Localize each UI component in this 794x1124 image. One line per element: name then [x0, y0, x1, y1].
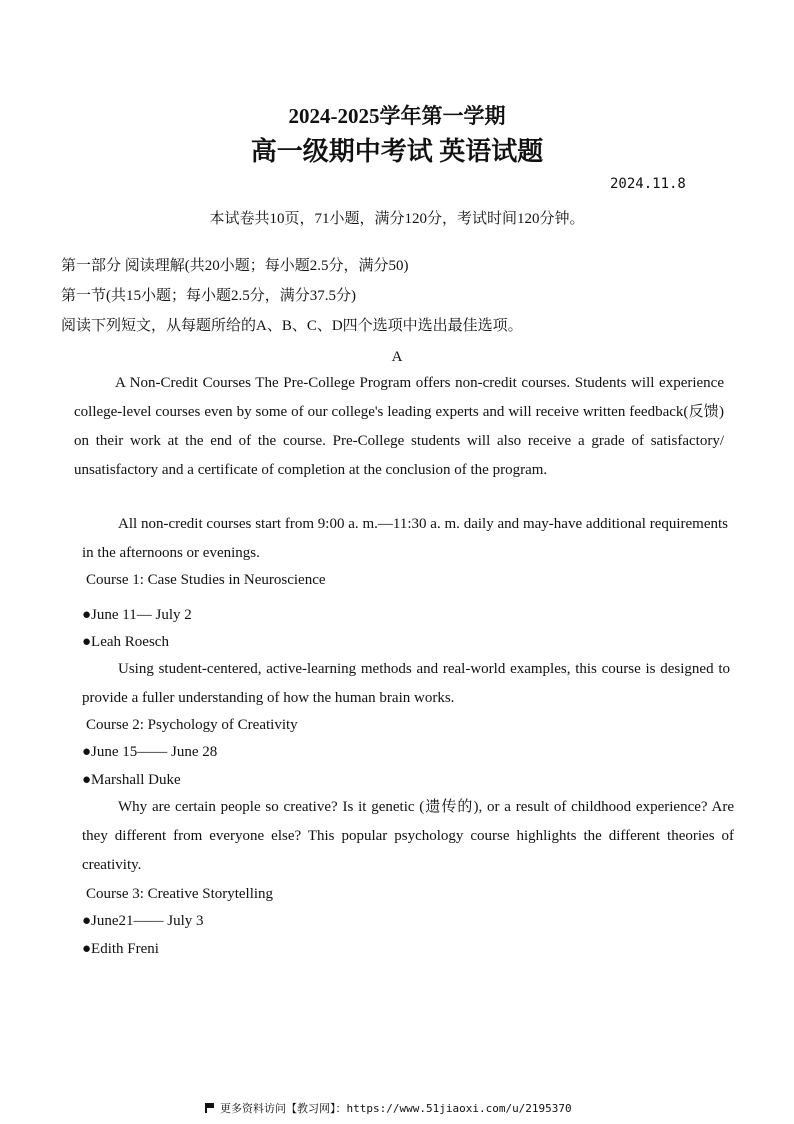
course-instructor: ●Marshall Duke — [82, 772, 181, 788]
course-description: Why are certain people so creative? Is it genetic (遗传的), or a result of childhood experience? Are they different from everyone else? This popular psychology course highlights the different theories of creativity. — [82, 799, 734, 873]
passage-label: A — [391, 349, 403, 365]
course-dates: ●June 15—— June 28 — [82, 744, 218, 760]
section-heading: 第一节(共15小题；每小题2.5分，满分37.5分) — [61, 288, 356, 304]
course-description: Using student-centered, active-learning methods and real-world examples, this course is designed to provide a fuller understanding of how the human brain works. — [82, 661, 730, 706]
course-dates: ●June 11— July 2 — [82, 607, 192, 623]
exam-instructions: 本试卷共10页，71小题，满分120分，考试时间120分钟。 — [209, 211, 585, 227]
exam-term-title: 2024-2025学年第一学期 — [288, 104, 506, 128]
footer-promo[interactable] — [205, 1101, 572, 1117]
exam-date: 2024.11.8 — [610, 176, 686, 192]
course-instructor: ●Edith Freni — [82, 941, 159, 957]
exam-main-title: 高一级期中考试 英语试题 — [250, 137, 544, 166]
passage-schedule-paragraph: All non-credit courses start from 9:00 a. m.—11:30 a. m. daily and may-have additional requirements in the afternoons or evenings. — [82, 516, 728, 561]
passage-intro-paragraph: A Non-Credit Courses The Pre-College Program offers non-credit courses. Students will experience college-level courses even by some of our college's leading experts and will receive written feedback(反馈) on their work at the end of the course. Pre-College students will also receive a grade of satisfactory/ unsatisfactory and a certificate of completion at the conclusion of the program. — [74, 375, 724, 478]
directions-text: 阅读下列短文，从每题所给的A、B、C、D四个选项中选出最佳选项。 — [61, 318, 523, 334]
course-dates: ●June21—— July 3 — [82, 913, 204, 929]
flag-icon — [205, 1103, 214, 1113]
part-heading: 第一部分 阅读理解(共20小题；每小题2.5分，满分50) — [61, 258, 409, 274]
course-instructor: ●Leah Roesch — [82, 634, 169, 650]
course-title: Course 2: Psychology of Creativity — [86, 717, 298, 733]
footer-link-text[interactable]: 更多资料访问【教习网】：https://www.51jiaoxi.com/u/2195370 — [220, 1102, 572, 1115]
course-title: Course 1: Case Studies in Neuroscience — [86, 572, 326, 588]
course-title: Course 3: Creative Storytelling — [86, 886, 274, 902]
